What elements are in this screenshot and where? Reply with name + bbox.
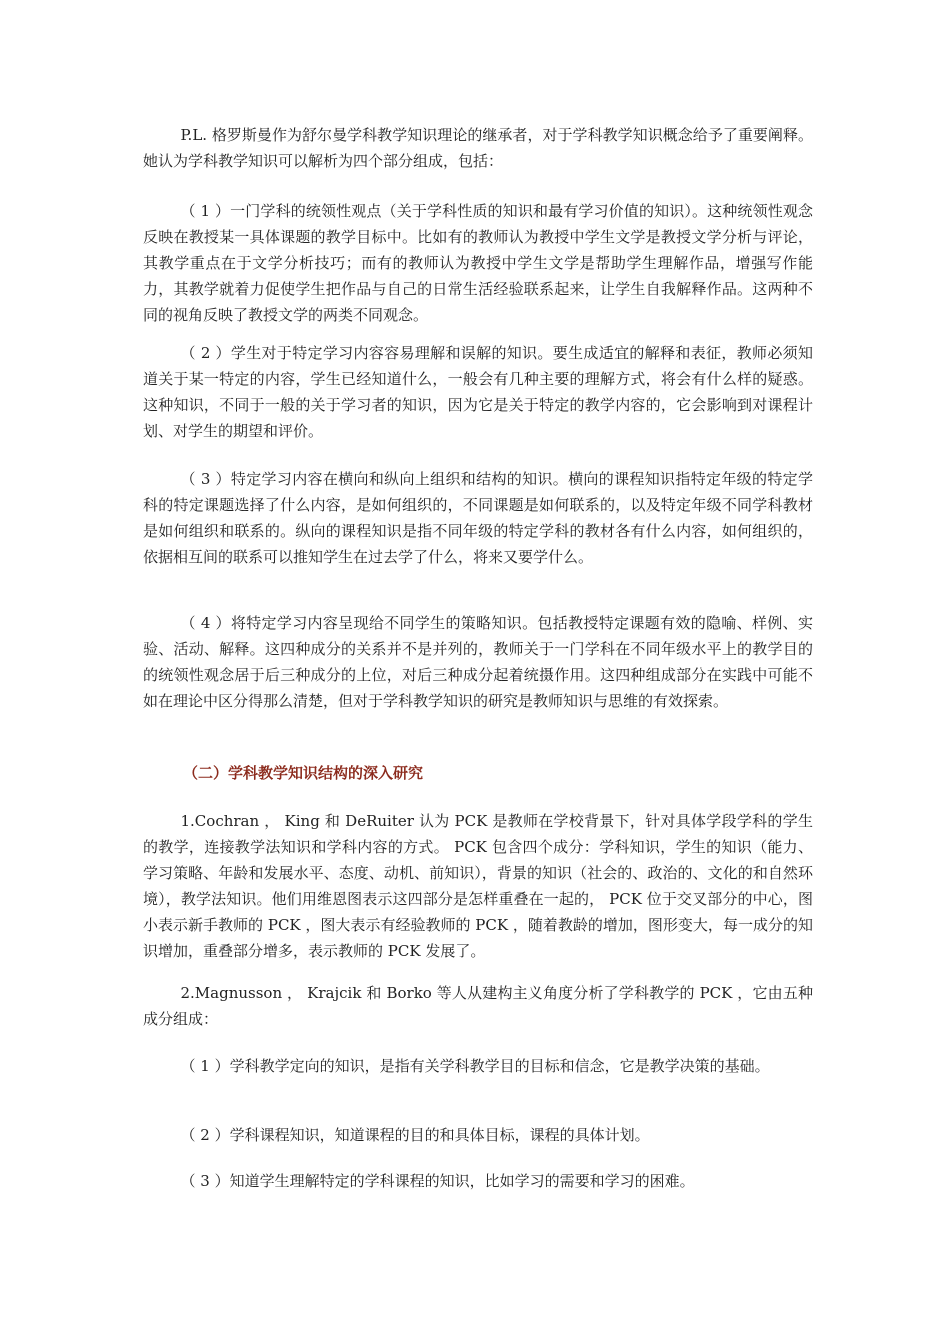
section-heading: （二）学科教学知识结构的深入研究 [183,764,424,782]
paragraph-item-1: （ 1 ）一门学科的统领性观点（关于学科性质的知识和最有学习价值的知识）。这种统领性观念反映在教授某一具体课题的教学目标中。比如有的教师认为教授中学生文学是教授文学分析与评论，其教学重点在于文学分析技巧；而有的教师认为教授中学生文学是帮助学生理解作品，增强写作能力，其教学就着力促使学生把作品与自己的日常生活经验联系起来，让学生自我解释作品。这两种不同的视角反映了教授文学的两类不同观念。 [143,202,813,324]
paragraph-item-4: （ 4 ）将特定学习内容呈现给不同学生的策略知识。包括教授特定课题有效的隐喻、样例、实验、活动、解释。这四种成分的关系并不是并列的，教师关于一门学科在不同年级水平上的教学目的的统领性观念居于后三种成分的上位，对后三种成分起着统摄作用。这四种组成部分在实践中可能不如在理论中区分得那么清楚，但对于学科教学知识的研究是教师知识与思维的有效探索。 [143,614,813,710]
paragraph-component-2: （ 2 ）学科课程知识，知道课程的目的和具体目标，课程的具体计划。 [180,1126,650,1144]
paragraph-cochran: 1.Cochran ， King 和 DeRuiter 认为 PCK 是教师在学校背景下，针对具体学段学科的学生的教学，连接教学法知识和学科内容的方式。 PCK 包含四个成分：学科知识，学生的知识（能力、学习策略、年龄和发展水平、态度、动机、前知识），背景的知识（社会的、政治的、文化的和自然环境），教学法知识。他们用维恩图表示这四部分是怎样重叠在一起的， PCK 位于交叉部分的中心，图小表示新手教师的 PCK ，图大表示有经验教师的 PCK ，随着教龄的增加，图形变大，每一成分的知识增加，重叠部分增多，表示教师的 PCK 发展了。 [143,812,813,960]
paragraph-intro: P.L. 格罗斯曼作为舒尔曼学科教学知识理论的继承者，对于学科教学知识概念给予了重要阐释。她认为学科教学知识可以解析为四个部分组成，包括： [143,126,813,170]
paragraph-item-2: （ 2 ）学生对于特定学习内容容易理解和误解的知识。要生成适宜的解释和表征，教师必须知道关于某一特定的内容，学生已经知道什么，一般会有几种主要的理解方式，将会有什么样的疑惑。这种知识，不同于一般的关于学习者的知识，因为它是关于特定的教学内容的，它会影响到对课程计划、对学生的期望和评价。 [143,344,813,440]
paragraph-item-3: （ 3 ）特定学习内容在横向和纵向上组织和结构的知识。横向的课程知识指特定年级的特定学科的特定课题选择了什么内容，是如何组织的，不同课题是如何联系的，以及特定年级不同学科教材是如何组织和联系的。纵向的课程知识是指不同年级的特定学科的教材各有什么内容，如何组织的，依据相互间的联系可以推知学生在过去学了什么，将来又要学什么。 [143,470,813,566]
paragraph-component-1: （ 1 ）学科教学定向的知识，是指有关学科教学目的目标和信念，它是教学决策的基础。 [180,1057,770,1075]
paragraph-component-3: （ 3 ）知道学生理解特定的学科课程的知识，比如学习的需要和学习的困难。 [180,1172,695,1190]
paragraph-magnusson: 2.Magnusson ， Krajcik 和 Borko 等人从建构主义角度分析了学科教学的 PCK ，它由五种成分组成： [143,984,813,1028]
